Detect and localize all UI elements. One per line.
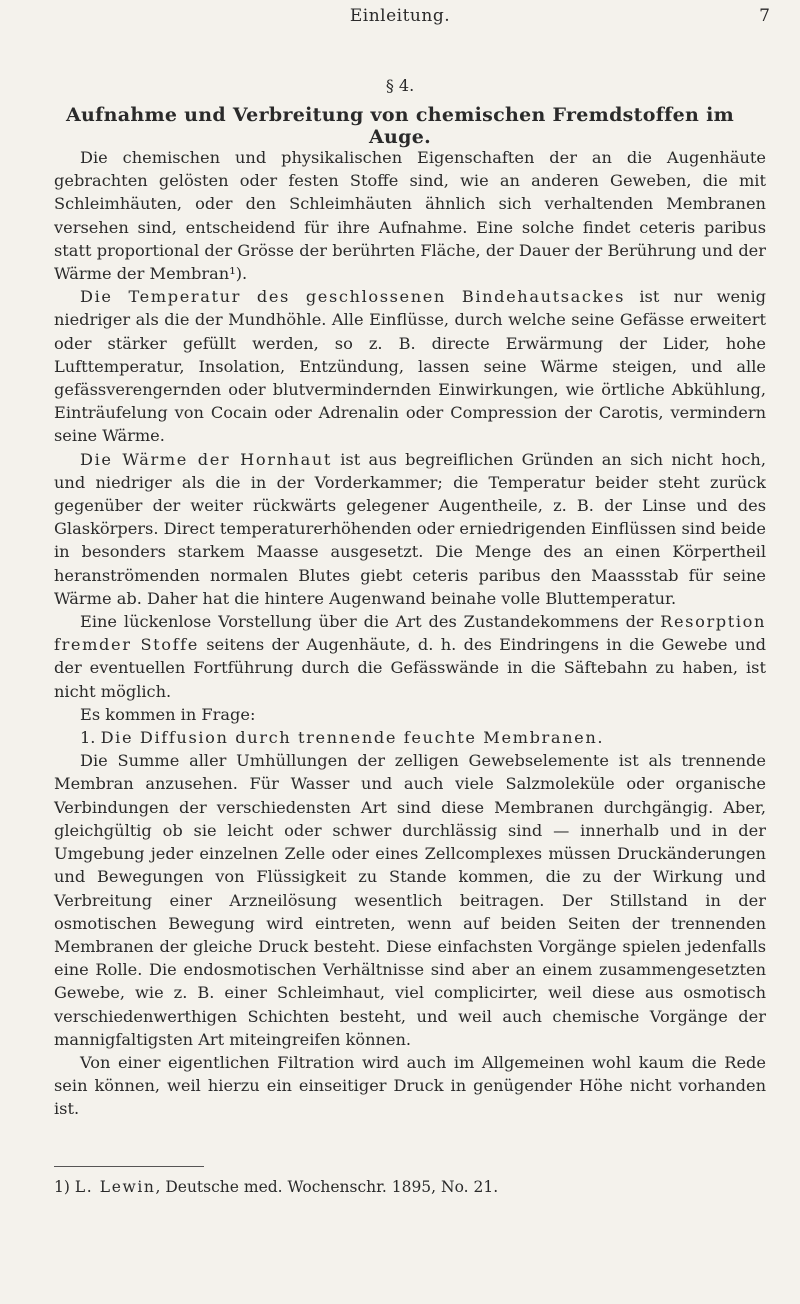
paragraph-text: ist nur wenig niedriger als die der Mundhöhle. Alle Einflüsse, durch welche seine Gefässe erweitert oder stärker gefüllt werden, so z. B. directe Erwärmung der Lider, hohe Lufttemperatur, Insolation, Entzündung, lassen seine Wärme steigen, und alle gefässverengernden oder blutvermindernden Einwirkungen, wie örtliche Abkühlung, Einträufelung von Cocain oder Adrenalin oder Compression der Carotis, vermindern seine Wärme. (54, 287, 766, 446)
footnote-author: L. Lewin (74, 1178, 156, 1196)
paragraph-2 (54, 285, 766, 447)
footnote-text: , Deutsche med. Wochenschr. 1895, No. 21. (155, 1178, 499, 1196)
section-title: Aufnahme und Verbreitung von chemischen Fremdstoffen im Auge. (65, 104, 734, 148)
paragraph-text: Die chemischen und physikalischen Eigenschaften der an die Augenhäute gebrachten gelösten oder festen Stoffe sind, wie an anderen Geweben, die mit Schleimhäuten, oder den Schleimhäuten ähnlich sich verhaltenden Membranen versehen sind, entscheidend für ihre Aufnahme. Eine solche findet ceteris paribus statt proportional der Grösse der berührten Fläche, der Dauer der Berührung und der Wärme der Membran¹). (54, 148, 766, 284)
paragraph-7 (54, 749, 766, 1051)
list-number: 1. (80, 728, 101, 748)
page-number: 7 (759, 6, 770, 26)
paragraph-lead: Die Temperatur des geschlossenen Bindehautsackes (80, 287, 626, 307)
paragraph-5 (54, 703, 766, 726)
footnote-marker: 1) (54, 1178, 70, 1196)
running-title: Einleitung. (349, 6, 451, 26)
paragraph-6 (54, 726, 766, 749)
paragraph-text: ist aus begreiflichen Gründen an sich nicht hoch, und niedriger als die in der Vorderkammer; die Temperatur beider steht zurück gegenüber der weiter rückwärts gelegener Augentheile, z. B. der Linse und des Glaskörpers. Direct temperaturerhöhenden oder erniedrigenden Einflüssen sind beide in besonders starkem Maasse ausgesetzt. Die Menge des an einen Körpertheil heranströmenden normalen Blutes giebt ceteris paribus den Maassstab für seine Wärme ab. Daher hat die hintere Augenwand beinahe volle Bluttemperatur. (54, 449, 766, 608)
footnote-rule (54, 1166, 204, 1167)
section-mark: § 4. (385, 76, 415, 95)
paragraph-text: Die Summe aller Umhüllungen der zelligen Gewebselemente ist als trennende Membran anzusehen. Für Wasser und auch viele Salzmoleküle oder organische Verbindungen der verschiedensten Art sind diese Membranen durchgängig. Aber, gleichgültig ob sie leicht oder schwer durchlässig sind — innerhalb und in der Umgebung jeder einzelnen Zelle oder eines Zellcomplexes müssen Druckänderungen und Bewegungen von Flüssigkeit zu Stande kommen, die zu der Wirkung und Verbreitung einer Arzneilösung wesentlich beitragen. Der Stillstand in der osmotischen Bewegung wird eintreten, wenn auf beiden Seiten der trennenden Membranen der gleiche Druck besteht. Diese einfachsten Vorgänge spielen jedenfalls eine Rolle. Die endosmotischen Verhältnisse sind aber an einem zusammengesetzten Gewebe, wie z. B. einer Schleimhaut, viel complicirter, weil diese aus osmotisch verschiedenwerthigen Schichten besteht, und weil auch chemische Vorgänge der mannigfaltigsten Art miteingreifen können. (54, 751, 766, 1049)
list-heading: Die Diffusion durch trennende feuchte Membranen. (100, 728, 605, 748)
paragraph-text: seitens der Augenhäute, d. h. des Eindringens in die Gewebe und der eventuellen Fortführung durch die Gefässwände in die Säftebahn zu haben, ist nicht möglich. (54, 635, 766, 701)
paragraph-lead: Resorption fremder Stoffe (54, 612, 766, 655)
paragraph-text: Eine lückenlose Vorstellung über die Art des Zustandekommens der (80, 612, 661, 632)
paragraph-1 (54, 146, 766, 285)
body-text (54, 146, 766, 1121)
footnote (54, 1176, 766, 1198)
paragraph-lead: Die Wärme der Hornhaut (80, 449, 332, 469)
paragraph-8 (54, 1051, 766, 1121)
paragraph-text: Es kommen in Frage: (80, 704, 256, 724)
paragraph-3 (54, 448, 766, 610)
paragraph-4 (54, 610, 766, 703)
paragraph-text: Von einer eigentlichen Filtration wird auch im Allgemeinen wohl kaum die Rede sein können, weil hierzu ein einseitiger Druck in genügender Höhe nicht vorhanden ist. (54, 1052, 766, 1119)
